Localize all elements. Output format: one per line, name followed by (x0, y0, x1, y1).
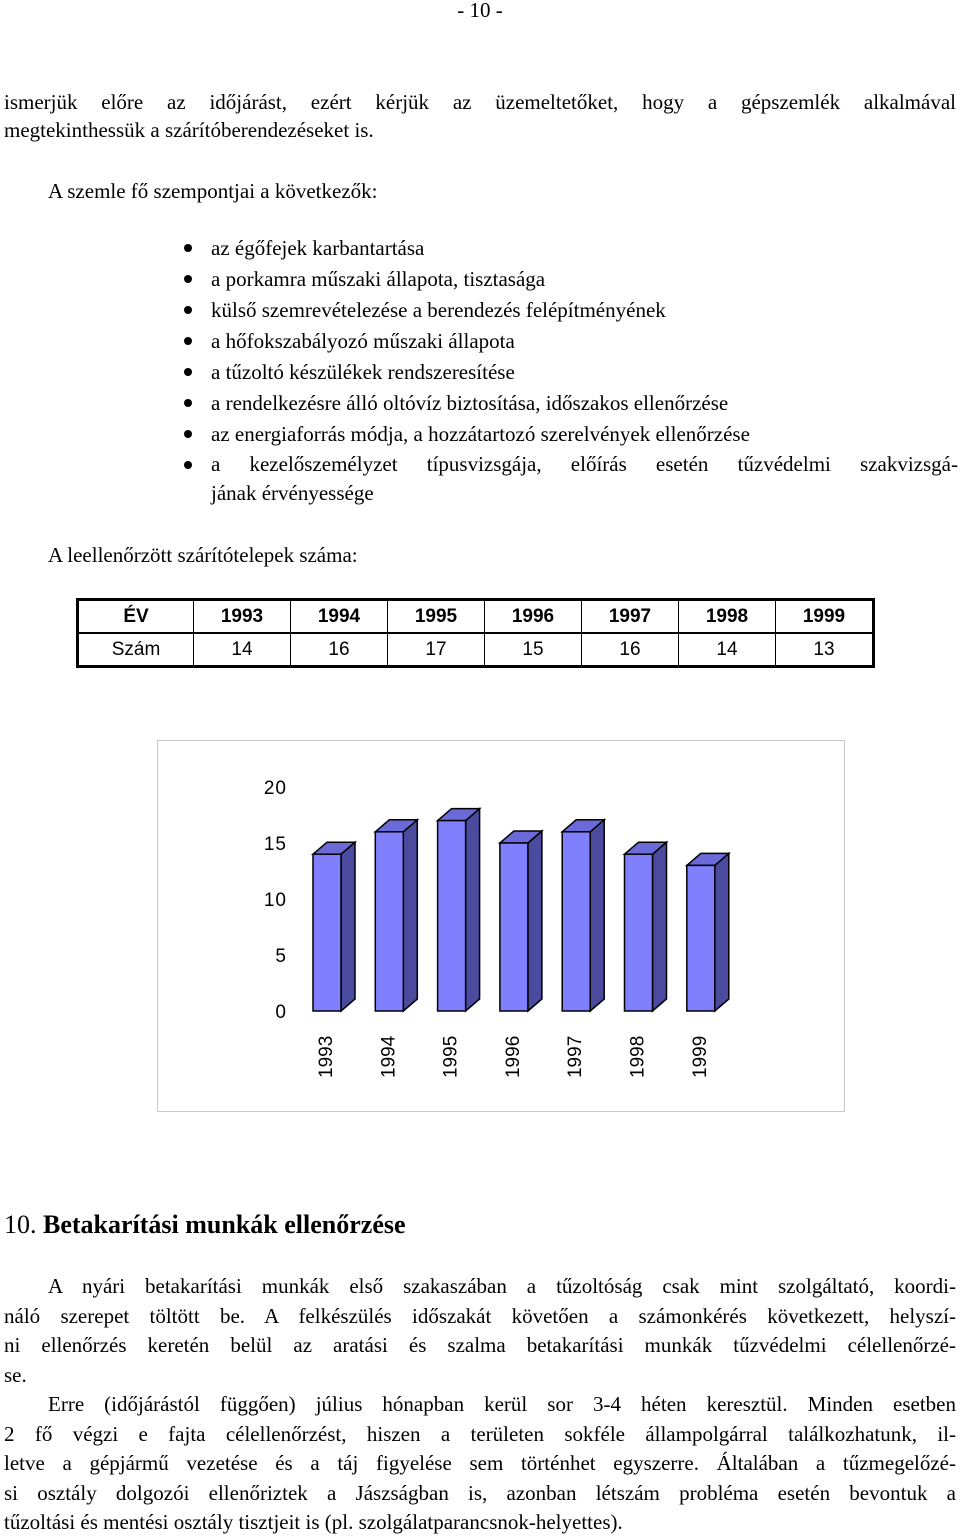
body-text (4, 1272, 956, 1538)
table-year-cell: 1998 (679, 600, 776, 634)
bar-front (625, 854, 653, 1011)
bar-side (341, 842, 355, 1011)
body-line: A nyári betakarítási munkák első szakaszában a tűzoltóság csak mint szolgáltató, koordi- (48, 1274, 956, 1298)
bar (500, 831, 542, 1011)
bar (625, 842, 667, 1011)
criteria-item: az égőfejek karbantartása (183, 233, 958, 264)
y-tick-label: 5 (275, 946, 287, 967)
table-count-cell: 14 (679, 633, 776, 667)
bar-side (590, 820, 604, 1011)
table-count-cell: 15 (485, 633, 582, 667)
y-tick-label: 20 (263, 778, 287, 799)
x-tick-label: 1996 (502, 1035, 524, 1078)
criteria-item-line-2: jának érvényessége (211, 481, 374, 505)
x-tick-label: 1998 (627, 1035, 649, 1078)
criteria-item: a tűzoltó készülékek rendszeresítése (183, 357, 958, 388)
bar (562, 820, 604, 1011)
x-tick-label: 1995 (440, 1035, 462, 1078)
x-axis-ticks (316, 1035, 711, 1078)
table-count-cell: 13 (776, 633, 874, 667)
intro-line-2: megtekinthessük a szárítóberendezéseket is. (4, 118, 374, 142)
table-year-cell: 1994 (291, 600, 388, 634)
bar (375, 820, 417, 1011)
bar-side (653, 842, 667, 1011)
bars (313, 809, 729, 1011)
criteria-item: az energiaforrás módja, a hozzátartozó szerelvények ellenőrzése (183, 419, 958, 450)
page-number: - 10 - (457, 0, 503, 22)
criteria-intro: A szemle fő szempontjai a következők: (48, 179, 378, 203)
bar-side (466, 809, 480, 1011)
criteria-item: a porkamra műszaki állapota, tisztasága (183, 264, 958, 295)
y-tick-label: 0 (275, 1002, 287, 1023)
bar-front (500, 843, 528, 1011)
x-tick-label: 1994 (378, 1035, 400, 1078)
criteria-item: külső szemrevételezése a berendezés felépítményének (183, 295, 958, 326)
body-line: si osztály dolgozói ellenőriztek a Jászságban is, azonban létszám probléma esetén bevontuk a (4, 1480, 956, 1505)
table-year-cell: 1995 (388, 600, 485, 634)
section-title: Betakarítási munkák ellenőrzése (43, 1210, 406, 1239)
table-header-label: ÉV (78, 600, 194, 634)
bar-front (438, 821, 466, 1011)
bar-front (375, 832, 403, 1011)
x-tick-label: 1997 (565, 1035, 587, 1078)
body-line: ni ellenőrzés keretén belül az aratási és szalma betakarítási munkák tűzvédelmi célellenőrzé- (4, 1333, 956, 1357)
section-heading (4, 1210, 406, 1240)
bar-side (403, 820, 417, 1011)
table-year-cell: 1999 (776, 600, 874, 634)
table-year-cell: 1993 (194, 600, 291, 634)
table-count-cell: 16 (582, 633, 679, 667)
table-intro: A leellenőrzött szárítótelepek száma: (48, 543, 358, 567)
body-line: se. (4, 1362, 27, 1387)
bar-side (715, 853, 729, 1011)
section-number: 10. (4, 1210, 37, 1239)
body-line: náló szerepet töltött be. A felkészülés időszakát követően a számonkérés következett, helyszí- (4, 1303, 956, 1328)
bar (313, 842, 355, 1011)
y-axis-ticks (264, 778, 287, 1023)
criteria-item: a rendelkezésre álló oltóvíz biztosítása, időszakos ellenőrzése (183, 388, 958, 419)
bar (438, 809, 480, 1011)
bar-side (528, 831, 542, 1011)
criteria-item: a hőfokszabályozó műszaki állapota (183, 326, 958, 357)
body-line: Erre (időjárástól függően) július hónapban kerül sor 3-4 héten keresztül. Minden esetben (48, 1392, 956, 1416)
table-year-cell: 1997 (582, 600, 679, 634)
table-count-cell: 14 (194, 633, 291, 667)
y-tick-label: 15 (263, 834, 287, 855)
body-line: tűzoltási és mentési osztály tisztjeit is (pl. szolgálatparancsnok-helyettes). (4, 1510, 623, 1534)
table-count-cell: 17 (388, 633, 485, 667)
table-row-label: Szám (78, 633, 194, 667)
bar-front (313, 854, 341, 1011)
x-tick-label: 1993 (316, 1035, 338, 1078)
table-year-cell: 1996 (485, 600, 582, 634)
x-tick-label: 1999 (689, 1035, 711, 1078)
intro-line-1: ismerjük előre az időjárást, ezért kérjük az üzemeltetőket, hogy a gépszemlék alkalmával (4, 90, 956, 114)
table-count-cell: 16 (291, 633, 388, 667)
bar (687, 853, 729, 1011)
body-line: letve a gépjármű vezetése és a táj figyelése sem történhet egyszerre. Általában a tűzmegelőzé- (4, 1451, 956, 1475)
body-line: 2 fő végzi e fajta célellenőrzést, hiszen a területen sokféle állampolgárral találkozhatunk, il- (4, 1421, 956, 1446)
y-tick-label: 10 (263, 890, 287, 911)
bar-front (687, 865, 715, 1011)
criteria-item-line-1: a kezelőszemélyzet típusvizsgája, előírás esetén tűzvédelmi szakvizsgá- (211, 452, 958, 476)
bar-front (562, 832, 590, 1011)
